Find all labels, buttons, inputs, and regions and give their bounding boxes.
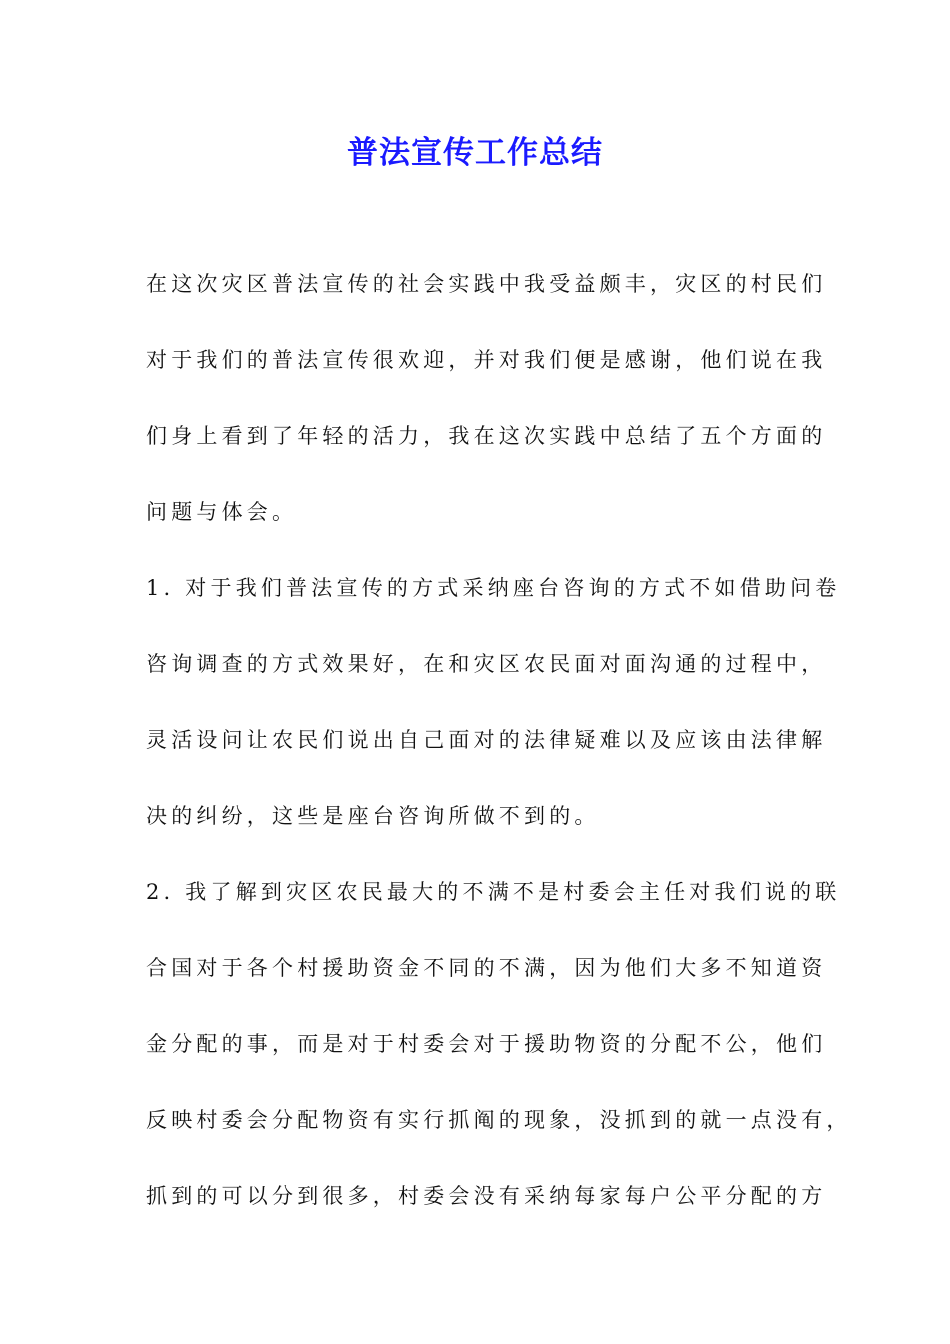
body-line: 金分配的事，而是对于村委会对于援助物资的分配不公，他们	[146, 1032, 827, 1056]
body-line: 2. 我了解到灾区农民最大的不满不是村委会主任对我们说的联	[146, 880, 841, 904]
document-title: 普法宣传工作总结	[347, 135, 603, 171]
body-line: 合国对于各个村援助资金不同的不满，因为他们大多不知道资	[146, 956, 827, 980]
body-line: 对于我们的普法宣传很欢迎，并对我们便是感谢，他们说在我	[146, 348, 827, 372]
body-line: 们身上看到了年轻的活力，我在这次实践中总结了五个方面的	[146, 424, 827, 448]
body-line: 咨询调查的方式效果好，在和灾区农民面对面沟通的过程中，	[146, 652, 827, 676]
body-line: 灵活设问让农民们说出自己面对的法律疑难以及应该由法律解	[146, 728, 827, 752]
body-line: 抓到的可以分到很多，村委会没有采纳每家每户公平分配的方	[146, 1184, 827, 1208]
document-body	[146, 261, 852, 1249]
body-line: 问题与体会。	[146, 500, 298, 524]
body-line: 决的纠纷，这些是座台咨询所做不到的。	[146, 804, 600, 828]
body-line: 反映村委会分配物资有实行抓阄的现象，没抓到的就一点没有，	[146, 1108, 852, 1132]
body-line: 在这次灾区普法宣传的社会实践中我受益颇丰，灾区的村民们	[146, 272, 827, 296]
body-line: 1. 对于我们普法宣传的方式采纳座台咨询的方式不如借助问卷	[146, 576, 841, 600]
